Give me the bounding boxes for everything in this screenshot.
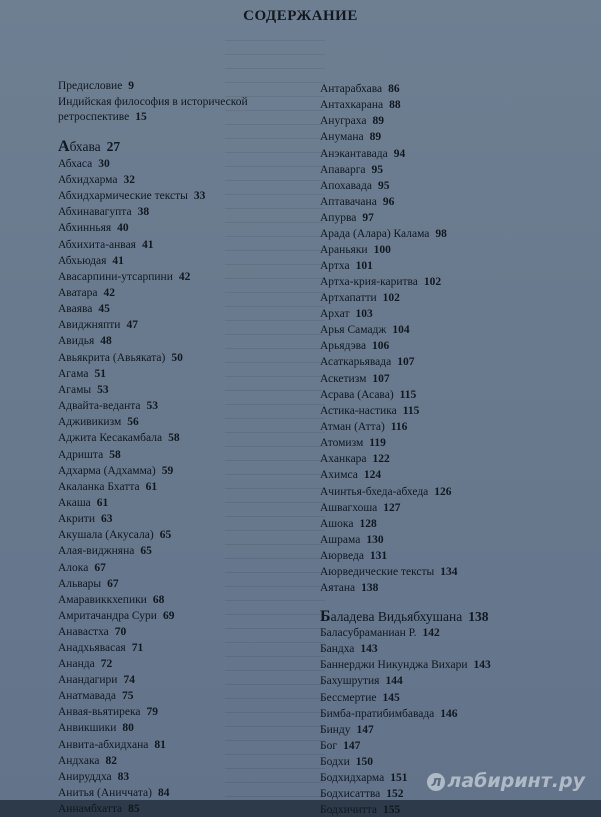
toc-entry-title: Аватара [58,287,98,299]
toc-entry [320,130,381,144]
toc-entry-page: 100 [373,244,391,256]
toc-entry-title: Ашока [320,518,354,530]
toc-entry-title: Апурва [320,212,357,224]
toc-entry [58,705,158,719]
toc-entry [58,448,121,462]
toc-entry [320,323,410,337]
toc-entry-title: Бандха [320,643,355,655]
toc-entry-title: Арьядэва [320,340,367,352]
toc-entry-title: Бодхидхарма [320,772,385,784]
toc-entry [320,723,374,737]
toc-entry-title: Аскетизм [320,373,367,385]
toc-entry-page: 146 [440,708,458,720]
toc-entry-page: 58 [109,449,121,461]
toc-entry-title: Анадхьявасая [58,642,126,654]
toc-entry-title: Астика-настика [320,405,397,417]
toc-entry [320,755,373,769]
toc-entry [58,625,126,639]
toc-entry [58,673,135,687]
toc-entry-page: 89 [369,131,382,143]
toc-entry-title: Агама [58,368,89,380]
toc-entry-title: Аптавачана [320,196,377,208]
toc-entry-page: 47 [126,319,138,331]
toc-entry-page: 56 [127,416,139,428]
toc-entry-page: 96 [382,196,395,208]
toc-entry-title: Амритачандра Сури [58,610,157,622]
toc-entry-title: Аджита Кесакамбала [58,432,163,444]
toc-entry [320,549,387,563]
toc-entry-title: Авидья [58,335,95,347]
toc-entry-page: 81 [154,739,166,751]
toc-entry-title: Анавастха [58,626,109,638]
toc-entry [320,452,390,466]
toc-entry [320,691,400,705]
toc-entry-title: Адхарма (Адхамма) [58,465,156,477]
toc-entry [320,211,374,225]
toc-entry-page: 115 [402,405,420,417]
toc-entry-title: Анвикшики [58,722,117,734]
section-initial: А [58,138,70,155]
toc-entry [58,786,169,800]
toc-entry-title: Авиджняпти [58,319,121,331]
toc-entry-page: 127 [383,502,401,514]
toc-entry-page: 33 [193,190,206,202]
toc-entry [58,464,173,478]
toc-entry [320,420,407,434]
toc-entry [320,82,400,96]
toc-entry-title: Аятана [320,582,356,594]
toc-entry [58,528,171,542]
toc-entry-title: Арада (Алара) Калама [320,228,430,240]
toc-entry-title: Аваява [58,303,93,315]
toc-entry-title: Акушала (Акусала) [58,529,154,541]
toc-entry-page: 42 [178,271,191,283]
toc-entry [58,738,166,752]
toc-entry-title: Бодхи [320,756,350,768]
toc-entry [58,221,129,235]
toc-entry-title: Анируддха [58,771,112,783]
toc-entry-title: Арья Самадж [320,324,387,336]
toc-entry [320,739,360,753]
toc-entry [58,721,134,735]
toc-entry-page: 152 [386,788,404,800]
toc-entry [320,339,389,353]
toc-entry-page: 122 [372,453,390,465]
toc-entry [320,227,447,241]
toc-entry-title: Адришта [58,449,104,461]
toc-entry [58,173,135,187]
toc-entry-page: 45 [98,303,110,315]
toc-entry-title: Бимба-пратибимбавада [320,708,435,720]
toc-entry-page: 147 [356,724,374,736]
toc-entry-page: 70 [114,626,127,638]
toc-entry-page: 61 [145,481,158,493]
toc-entry-title: Амаравиккхепики [58,594,147,606]
toc-entry-title: Ахимса [320,469,358,481]
toc-entry-page: 119 [369,437,386,449]
toc-entry-page: 126 [434,486,452,498]
toc-entry-page: 138 [361,582,379,594]
toc-entry [58,383,109,397]
toc-entry [320,436,386,450]
toc-entry-title: Баннерджи Никунджа Вихари [320,659,468,671]
toc-entry-page: 58 [168,432,180,444]
toc-entry [58,593,164,607]
toc-entry-title: Архат [320,308,350,320]
toc-entry-title: Авьякрита (Авьяката) [58,352,166,364]
toc-entry-page: 103 [355,308,373,320]
toc-entry-page: 71 [131,642,144,654]
toc-entry-title: Абхинньяя [58,222,112,234]
toc-entry-title: Анумана [320,131,364,143]
toc-entry [320,517,377,531]
toc-entry-title: Абхинавагупта [58,206,132,218]
toc-entry [320,147,405,161]
toc-entry [320,404,419,418]
toc-entry-page: 97 [362,212,374,224]
watermark [427,770,585,792]
toc-entry [320,372,390,386]
toc-entry-title: Бессмертие [320,692,377,704]
toc-entry-page: 50 [171,352,183,364]
toc-entry-page: 75 [121,690,134,702]
toc-entry-title: Атман (Атта) [320,421,385,433]
toc-entry-page: 143 [473,659,491,671]
toc-entry [320,501,401,515]
toc-entry [320,707,458,721]
toc-entry [320,259,373,273]
toc-entry-title: Алая-виджняна [58,545,135,557]
toc-entry [58,157,110,171]
toc-entry-page: 67 [94,562,106,574]
toc-entry-title: Ачинтья-бхеда-абхеда [320,486,429,498]
toc-entry-title: Аханкара [320,453,367,465]
toc-entry-title: Акаша [58,497,91,509]
toc-entry-title: Абхаса [58,158,93,170]
toc-entry [320,243,391,257]
toc-entry-title: Бодхичитта [320,804,378,816]
toc-entry-page: 115 [399,389,417,401]
toc-entry-page: 104 [392,324,410,336]
toc-entry-page: 61 [96,497,109,509]
toc-entry-title: Асаткарьявада [320,356,392,368]
toc-entry [320,355,415,369]
toc-entry-title: Антарабхава [320,83,383,95]
toc-entry [320,771,407,785]
toc-entry-page: 83 [117,771,130,783]
toc-entry [58,286,115,300]
toc-entry [58,318,138,332]
toc-entry-title: Анандагири [58,674,118,686]
toc-entry-title: Араньяки [320,244,368,256]
toc-entry [320,98,401,112]
preface-page: 15 [135,111,147,123]
toc-entry-page: 41 [141,239,154,251]
toc-entry [320,658,491,672]
toc-entry-title: Анатмавада [58,690,116,702]
toc-entry-title: Ашвагхоша [320,502,378,514]
toc-entry-title: Аннамбхатта [58,803,123,815]
toc-entry-title [58,139,101,154]
toc-entry-page: 79 [146,706,158,718]
toc-entry-page: 69 [162,610,175,622]
toc-entry-page: 85 [128,803,140,815]
toc-entry-title: Алока [58,562,89,574]
toc-entry-title: Апохавада [320,180,372,192]
toc-entry-title: Атомизм [320,437,364,449]
toc-entry-page: 150 [355,756,374,768]
toc-entry [58,189,205,203]
toc-entry-title: Асрава (Асава) [320,389,394,401]
toc-entry-page: 130 [366,534,384,546]
bleed-through-text [225,40,325,800]
toc-entry [58,609,174,623]
toc-entry-page: 53 [97,384,109,396]
toc-entry-title: Бог [320,740,338,752]
toc-entry-page: 68 [152,594,165,606]
toc-entry [58,496,108,510]
toc-entry [320,485,452,499]
toc-entry-page: 67 [107,578,119,590]
toc-entry [320,388,416,402]
toc-entry [320,674,403,688]
toc-entry-title: Бахушрутия [320,675,380,687]
toc-entry-title: Агамы [58,384,92,396]
toc-entry [58,561,106,575]
toc-entry-title: Артха-крия-каритва [320,276,418,288]
toc-entry-title-rest: бхава [69,139,101,154]
toc-entry-page: 80 [122,722,134,734]
toc-entry-title: Абхихита-анвая [58,239,136,251]
toc-entry-title: Анитья (Аниччата) [58,787,152,799]
toc-entry-page: 53 [146,400,158,412]
toc-entry-title [320,609,462,624]
preface-title: Индийская философия в исторической [58,96,248,108]
toc-entry-title: Анвита-абхидхана [58,739,149,751]
toc-entry-page: 102 [423,276,442,288]
watermark-text: лабиринт.ру [447,770,585,792]
toc-entry-page: 40 [117,222,129,234]
toc-entry-title: Анвая-вьятирека [58,706,141,718]
toc-entry [320,626,440,640]
toc-entry [320,291,400,305]
toc-entry [58,367,106,381]
toc-entry-page: 27 [106,139,121,154]
toc-entry-page: 63 [100,513,113,525]
toc-entry-page: 95 [371,164,384,176]
toc-entry-page: 101 [355,260,373,272]
toc-entry [58,334,112,348]
toc-entry [320,275,441,289]
toc-entry-page: 95 [377,180,390,192]
toc-entry-title: Аюрведические тексты [320,566,435,578]
toc-entry [58,689,133,703]
toc-entry-title: Абхидхарма [58,174,118,186]
toc-entry-title: Адвайта-веданта [58,400,141,412]
toc-entry-title: Ануграха [320,115,367,127]
toc-entry [58,480,157,494]
toc-entry-title: Абхьюдая [58,255,107,267]
preface-title: ретроспективе [58,111,130,123]
toc-entry-page: 65 [140,545,152,557]
toc-entry-page: 147 [343,740,361,752]
toc-entry-page: 116 [390,421,408,433]
toc-entry-page: 107 [372,373,390,385]
toc-entry-page: 138 [468,609,489,624]
toc-entry-title: Акрити [58,513,95,525]
toc-entry [58,577,119,591]
toc-entry-page: 143 [360,643,378,655]
toc-entry-page: 128 [359,518,377,530]
toc-entry-title: Аюрведа [320,550,364,562]
toc-entry [320,787,404,801]
toc-entry-page: 89 [372,115,384,127]
toc-entry [58,544,152,558]
toc-entry-page: 144 [385,675,403,687]
toc-entry-page: 65 [159,529,172,541]
toc-entry [320,163,383,177]
toc-entry [58,140,120,154]
page-title: СОДЕРЖАНИЕ [243,8,358,24]
toc-entry-page: 59 [161,465,174,477]
toc-entry [58,657,112,671]
toc-entry-page: 32 [123,174,135,186]
toc-entry-page: 145 [382,692,400,704]
toc-entry-page: 94 [393,148,406,160]
toc-entry [58,399,158,413]
toc-entry [58,302,110,316]
toc-entry [320,114,384,128]
toc-entry-title: Бодхисаттва [320,788,381,800]
toc-entry-title: Апаварга [320,164,366,176]
watermark-logo-icon: л [427,773,445,791]
toc-entry [320,307,373,321]
toc-entry-page: 131 [369,550,388,562]
toc-entry [58,641,143,655]
toc-entry-title-rest: аладева Видьябхушана [330,609,463,624]
preface-title: Предисловие [58,80,123,92]
toc-entry-title: Баласубраманиан Р. [320,627,417,639]
toc-entry-title: Акаланка Бхатта [58,481,140,493]
toc-entry [58,270,190,284]
toc-entry [58,351,183,365]
toc-entry-page: 48 [100,335,112,347]
toc-entry [58,770,129,784]
toc-entry-title: Антахкарана [320,99,384,111]
toc-entry-page: 88 [389,99,401,111]
section-initial: Б [320,608,331,625]
toc-entry [58,254,124,268]
toc-entry [320,642,378,656]
toc-entry [320,565,458,579]
toc-entry-title: Абхидхармические тексты [58,190,188,202]
toc-entry-page: 151 [390,772,408,784]
toc-entry-page: 30 [98,158,110,170]
preface-entry [58,110,147,125]
preface-entry [58,95,254,110]
toc-entry [58,415,139,429]
toc-entry [58,802,140,816]
toc-entry [58,205,149,219]
toc-entry-title: Артха [320,260,350,272]
toc-entry-page: 106 [372,340,390,352]
toc-entry [58,431,180,445]
toc-entry-title: Альвары [58,578,102,590]
toc-entry [320,468,381,482]
toc-entry-title: Андхака [58,755,100,767]
toc-entry-title: Артхапатти [320,292,377,304]
toc-entry-page: 134 [440,566,458,578]
toc-entry-page: 124 [363,469,382,481]
toc-entry-page: 41 [112,255,124,267]
toc-entry [320,803,400,817]
toc-entry [320,195,394,209]
toc-entry-title: Бинду [320,724,351,736]
toc-entry-page: 102 [382,292,400,304]
toc-entry-page: 42 [103,287,116,299]
toc-entry-page: 51 [94,368,106,380]
toc-entry [320,179,389,193]
toc-entry-page: 107 [397,356,415,368]
toc-entry [58,238,153,252]
toc-entry-title: Анэкантавада [320,148,388,160]
preface-entry [58,79,134,94]
toc-entry-title: Ашрама [320,534,361,546]
toc-entry-page: 142 [422,627,440,639]
toc-entry-page: 72 [100,658,113,670]
toc-entry-page: 86 [388,83,400,95]
toc-entry-page: 155 [383,804,401,816]
toc-entry-page: 82 [105,755,118,767]
toc-entry-page: 38 [137,206,150,218]
toc-entry-page: 98 [435,228,447,240]
toc-entry-title: Ананда [58,658,95,670]
preface-page: 9 [128,80,135,92]
toc-entry [58,512,112,526]
toc-entry-title: Авасарпини-утсарпини [58,271,173,283]
toc-entry-page: 74 [123,674,135,686]
toc-entry [320,581,378,595]
toc-entry-title: Адживикизм [58,416,122,428]
toc-entry [320,610,489,624]
toc-entry-page: 84 [157,787,170,799]
toc-entry [320,533,384,547]
toc-entry [58,754,117,768]
